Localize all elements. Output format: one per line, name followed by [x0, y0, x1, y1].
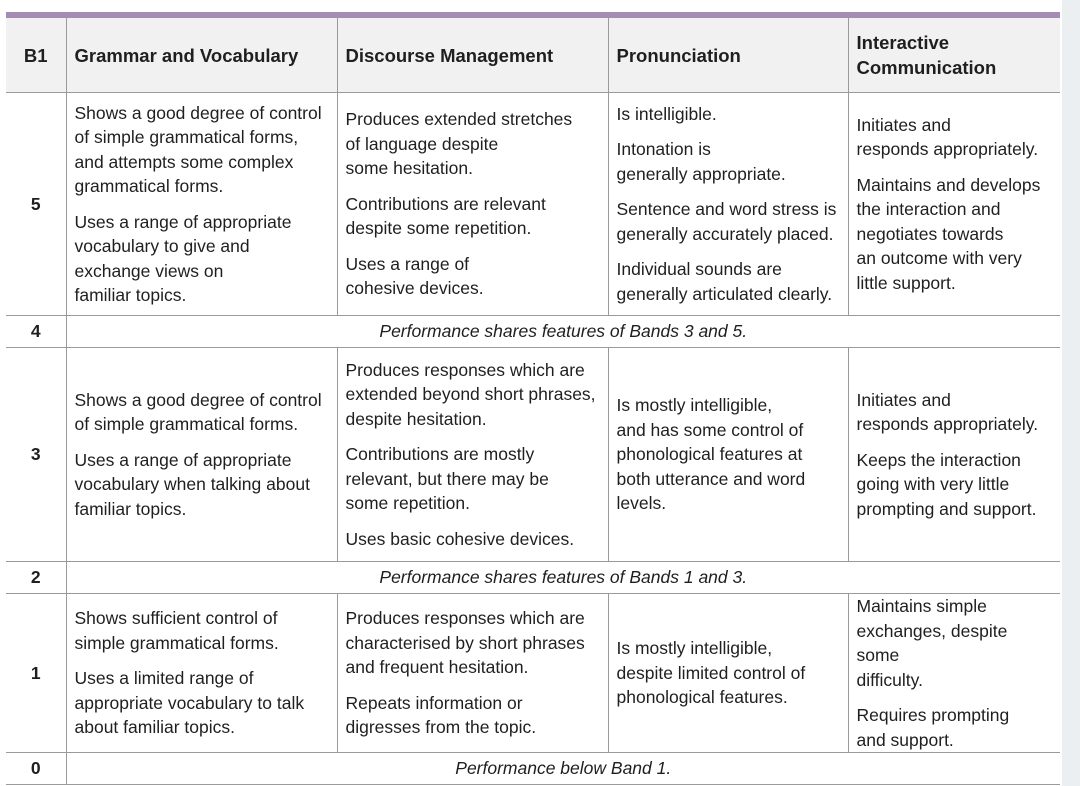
descriptor-line: Keeps the interaction: [856, 449, 1021, 470]
band-3-grammar-cell: [66, 348, 337, 562]
descriptor-paragraph: [75, 666, 329, 740]
grammar-vocabulary-header: Grammar and Vocabulary: [66, 18, 337, 93]
descriptor-line: and attempts some complex: [74, 151, 294, 172]
descriptor-line: both utterance and word: [616, 468, 806, 489]
descriptor-line: the interaction and: [856, 199, 1001, 220]
descriptor-line: despite limited control of: [616, 662, 806, 683]
descriptor-line: levels.: [616, 493, 667, 514]
descriptor-line: grammatical forms.: [74, 176, 224, 196]
descriptor-paragraph: [617, 636, 840, 710]
assessment-scale-table: [6, 18, 1060, 785]
descriptor-line: Is mostly intelligible,: [616, 638, 773, 659]
descriptor-line: responds appropriately.: [856, 414, 1039, 435]
descriptor-line: Initiates and: [856, 114, 951, 135]
descriptor-line: phonological features at: [616, 444, 803, 465]
descriptor-line: going with very little: [856, 474, 1010, 495]
descriptor-line: phonological features.: [616, 687, 788, 708]
descriptor-paragraph: [857, 388, 1053, 437]
descriptor-paragraph: [346, 107, 600, 181]
descriptor-line: exchanges, despite some: [856, 620, 1008, 665]
descriptor-paragraph: [75, 101, 329, 199]
descriptor-line: Initiates and: [856, 389, 951, 410]
descriptor-line: generally accurately placed.: [616, 223, 834, 244]
interactive-header-line-1: Interactive: [856, 32, 950, 53]
descriptor-paragraph: [617, 102, 840, 127]
level-header: B1: [6, 18, 66, 93]
descriptor-line: generally appropriate.: [616, 163, 786, 184]
descriptor-line: vocabulary to give and: [74, 236, 250, 256]
descriptor-paragraph: [346, 691, 600, 740]
descriptor-line: and has some control of: [616, 419, 804, 440]
descriptor-line: exchange views on: [74, 260, 224, 281]
descriptor-line: despite hesitation.: [345, 408, 487, 429]
descriptor-line: of simple grammatical forms,: [74, 127, 299, 147]
descriptor-line: Uses a range of appropriate: [74, 211, 292, 232]
descriptor-line: Individual sounds are: [616, 259, 782, 280]
band-0-row: [6, 753, 1060, 785]
band-0-description: Performance below Band 1.: [66, 753, 1060, 785]
descriptor-line: despite some repetition.: [345, 218, 532, 239]
band-1-row: [6, 594, 1060, 753]
descriptor-paragraph: [75, 448, 329, 522]
descriptor-paragraph: [346, 442, 600, 516]
descriptor-line: Maintains simple: [856, 596, 987, 616]
band-5-grammar-cell: [66, 93, 337, 316]
descriptor-paragraph: [617, 137, 840, 186]
descriptor-paragraph: [75, 606, 329, 655]
descriptor-paragraph: [75, 388, 329, 437]
descriptor-paragraph: [346, 527, 600, 552]
band-5-discourse-cell: [337, 93, 608, 316]
descriptor-paragraph: [75, 210, 329, 308]
descriptor-line: cohesive devices.: [345, 278, 484, 299]
descriptor-line: generally articulated clearly.: [616, 283, 833, 304]
band-2-label: 2: [6, 562, 66, 594]
band-1-label: 1: [6, 594, 66, 753]
descriptor-paragraph: [857, 448, 1053, 522]
band-3-interactive-cell: [848, 348, 1060, 562]
descriptor-line: about familiar topics.: [74, 717, 235, 738]
descriptor-line: simple grammatical forms.: [74, 632, 279, 653]
band-1-pronunciation-cell: [608, 594, 848, 753]
page-edge-strip: [1062, 0, 1080, 786]
band-4-description: Performance shares features of Bands 3 and 5.: [66, 316, 1060, 348]
band-5-label: 5: [6, 93, 66, 316]
band-1-grammar-cell: [66, 594, 337, 753]
descriptor-line: relevant, but there may be: [345, 468, 549, 489]
descriptor-paragraph: [617, 197, 840, 246]
band-5-row: [6, 93, 1060, 316]
descriptor-line: Contributions are mostly: [345, 444, 535, 465]
descriptor-line: appropriate vocabulary to talk: [74, 692, 305, 713]
interactive-communication-header: [848, 18, 1060, 93]
descriptor-paragraph: [346, 192, 600, 241]
descriptor-line: extended beyond short phrases,: [345, 384, 596, 405]
assessment-scale-table-wrapper: [6, 12, 1060, 785]
descriptor-paragraph: [617, 257, 840, 306]
descriptor-line: and frequent hesitation.: [345, 657, 529, 678]
descriptor-line: Intonation is: [616, 139, 711, 160]
descriptor-line: Produces responses which are: [345, 359, 585, 380]
descriptor-line: Contributions are relevant: [345, 193, 546, 214]
descriptor-paragraph: [346, 252, 600, 301]
band-1-interactive-cell: [848, 594, 1060, 753]
band-3-label: 3: [6, 348, 66, 562]
descriptor-line: digresses from the topic.: [345, 717, 537, 738]
descriptor-line: Requires prompting: [856, 705, 1010, 725]
band-4-row: [6, 316, 1060, 348]
descriptor-paragraph: [346, 358, 600, 432]
descriptor-line: Is intelligible.: [616, 103, 717, 124]
descriptor-line: some hesitation.: [345, 158, 473, 179]
descriptor-line: of simple grammatical forms.: [74, 414, 299, 435]
descriptor-line: difficulty.: [856, 669, 923, 690]
descriptor-line: Produces extended stretches: [345, 109, 573, 130]
descriptor-line: vocabulary when talking about: [74, 474, 310, 495]
descriptor-paragraph: [857, 113, 1053, 162]
descriptor-line: Uses basic cohesive devices.: [345, 528, 575, 549]
descriptor-line: Uses a range of: [345, 253, 470, 274]
discourse-management-header: Discourse Management: [337, 18, 608, 93]
descriptor-paragraph: [617, 393, 840, 516]
descriptor-line: prompting and support.: [856, 498, 1037, 519]
descriptor-line: Uses a range of appropriate: [74, 449, 292, 470]
descriptor-paragraph: [346, 606, 600, 680]
descriptor-line: Shows sufficient control of: [74, 608, 278, 629]
descriptor-paragraph: [857, 173, 1053, 296]
descriptor-line: Is mostly intelligible,: [616, 395, 773, 416]
descriptor-line: of language despite: [345, 133, 499, 154]
descriptor-line: Maintains and develops: [856, 174, 1041, 195]
descriptor-line: familiar topics.: [74, 498, 187, 519]
descriptor-line: Shows a good degree of control: [74, 102, 322, 123]
descriptor-line: Repeats information or: [345, 692, 523, 713]
descriptor-line: Produces responses which are: [345, 608, 585, 629]
header-row: [6, 18, 1060, 93]
pronunciation-header: Pronunciation: [608, 18, 848, 93]
descriptor-line: Shows a good degree of control: [74, 389, 322, 410]
band-5-pronunciation-cell: [608, 93, 848, 316]
descriptor-paragraph: [857, 703, 1053, 752]
band-5-interactive-cell: [848, 93, 1060, 316]
descriptor-line: characterised by short phrases: [345, 632, 585, 653]
descriptor-line: Uses a limited range of: [74, 668, 254, 689]
band-2-description: Performance shares features of Bands 1 and 3.: [66, 562, 1060, 594]
descriptor-paragraph: [857, 594, 1053, 692]
band-3-pronunciation-cell: [608, 348, 848, 562]
band-4-label: 4: [6, 316, 66, 348]
descriptor-line: Sentence and word stress is: [616, 199, 837, 220]
interactive-header-line-2: Communication: [856, 57, 997, 78]
descriptor-line: little support.: [856, 272, 956, 293]
band-3-row: [6, 348, 1060, 562]
band-0-label: 0: [6, 753, 66, 785]
descriptor-line: and support.: [856, 729, 954, 750]
band-3-discourse-cell: [337, 348, 608, 562]
band-2-row: [6, 562, 1060, 594]
band-1-discourse-cell: [337, 594, 608, 753]
descriptor-line: some repetition.: [345, 493, 471, 514]
descriptor-line: negotiates towards: [856, 223, 1004, 244]
descriptor-line: responds appropriately.: [856, 139, 1039, 160]
descriptor-line: familiar topics.: [74, 285, 187, 305]
descriptor-line: an outcome with very: [856, 248, 1022, 269]
